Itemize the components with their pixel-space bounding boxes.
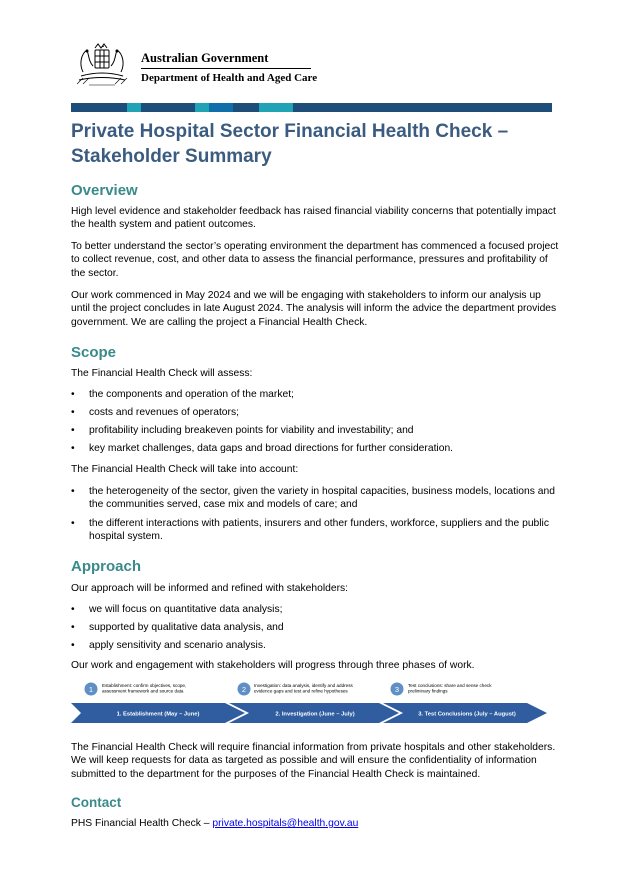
bullet-icon: •	[71, 425, 75, 436]
approach-closing: The Financial Health Check will require financial information from private hospitals and other stakeholders. We will keep requests for data as targeted as possible and will ensure the confidentiality of information submitted to the department for the purposes of the Financial Health Check is maintained.	[71, 742, 556, 780]
phases-intro: Our work and engagement with stakeholders will progress through three phases of work.	[71, 660, 475, 671]
band-segment	[307, 103, 552, 112]
contact-line	[71, 817, 561, 830]
scope-assess-intro: The Financial Health Check will assess:	[71, 368, 253, 379]
overview-heading: Overview	[71, 182, 138, 199]
phase-label: 1. Establishment (May – June)	[116, 711, 200, 718]
bullet-icon: •	[71, 518, 75, 529]
band-segment	[141, 103, 195, 112]
phase-description: Establishment: confirm objectives, scope,	[102, 683, 187, 688]
phase-description: Test conclusions: share and sense check	[408, 683, 492, 688]
list-item-text: supported by qualitative data analysis, and	[89, 622, 284, 633]
band-segment	[209, 103, 233, 112]
header-divider	[141, 68, 311, 69]
phase-description: Investigation: data analysis, identify and address	[254, 683, 353, 688]
scope-account-intro: The Financial Health Check will take into account:	[71, 464, 299, 475]
approach-intro: Our approach will be informed and refined with stakeholders:	[71, 583, 349, 594]
band-segment	[293, 103, 307, 112]
bullet-icon: •	[71, 407, 75, 418]
list-item-text: costs and revenues of operators;	[89, 407, 239, 418]
phases-diagram	[71, 679, 551, 727]
phase-description: preliminary findings	[408, 688, 448, 694]
bullet-icon: •	[71, 389, 75, 400]
list-item-text: key market challenges, data gaps and broad directions for further consideration.	[89, 443, 454, 454]
bullet-icon: •	[71, 640, 75, 651]
title-line-1: Private Hospital Sector Financial Health Check –	[71, 121, 509, 142]
list-item-text: apply sensitivity and scenario analysis.	[89, 640, 266, 651]
band-segment	[71, 103, 127, 112]
overview-paragraph-3: Our work commenced in May 2024 and we will be engaging with stakeholders to inform our analysis up until the project concludes in late August 2024. The analysis will inform the advice the department provides government. We are calling the project a Financial Health Check.	[71, 290, 557, 328]
list-item-text: profitability including breakeven points for viability and investability; and	[89, 425, 414, 436]
phase-3	[383, 683, 547, 724]
bullet-icon: •	[71, 486, 75, 497]
approach-heading: Approach	[71, 558, 142, 575]
phase-label: 3. Test Conclusions (July – August)	[418, 711, 516, 718]
band-segment	[259, 103, 293, 112]
department-name: Department of Health and Aged Care	[141, 72, 318, 84]
bullet-icon: •	[71, 443, 75, 454]
list-item-text: the components and operation of the market;	[89, 389, 294, 400]
contact-heading: Contact	[71, 795, 122, 810]
band-segment	[127, 103, 141, 112]
page-header	[71, 42, 551, 88]
phase-number: 3	[394, 684, 400, 694]
contact-email-link[interactable]: private.hospitals@health.gov.au	[212, 818, 359, 829]
scope-heading: Scope	[71, 344, 117, 361]
phase-2	[229, 683, 399, 724]
phase-label: 2. Investigation (June – July)	[275, 711, 355, 718]
coat-of-arms-icon	[71, 42, 133, 88]
band-segment	[233, 103, 259, 112]
bullet-icon: •	[71, 604, 75, 615]
contact-label: PHS Financial Health Check –	[71, 818, 213, 829]
overview-paragraph-2: To better understand the sector’s operating environment the department has commenced a focused project to collect revenue, cost, and other data to assess the financial performance, pressures and profitability of the sector.	[71, 241, 559, 279]
government-name: Australian Government	[141, 51, 269, 65]
phase-description: evidence gaps and test and refine hypotheses	[254, 688, 348, 694]
phase-1	[71, 683, 245, 724]
overview-paragraph-1: High level evidence and stakeholder feedback has raised financial viability concerns that potentially impact the health system and patient outcomes.	[71, 206, 556, 231]
page-title	[71, 119, 551, 169]
list-item-text: the different interactions with patients, insurers and other funders, workforce, suppliers and the public hospital system.	[89, 518, 549, 543]
title-line-2: Stakeholder Summary	[71, 146, 272, 167]
phase-number: 1	[88, 684, 94, 694]
list-item-text: we will focus on quantitative data analysis;	[89, 604, 283, 615]
phase-description: assessment framework and source data	[102, 688, 184, 694]
header-color-band	[71, 103, 552, 112]
bullet-icon: •	[71, 622, 75, 633]
list-item-text: the heterogeneity of the sector, given the variety in hospital capacities, business models, locations and the communities served, case mix and models of care; and	[89, 486, 555, 511]
band-segment	[195, 103, 209, 112]
phase-number: 2	[241, 684, 247, 694]
